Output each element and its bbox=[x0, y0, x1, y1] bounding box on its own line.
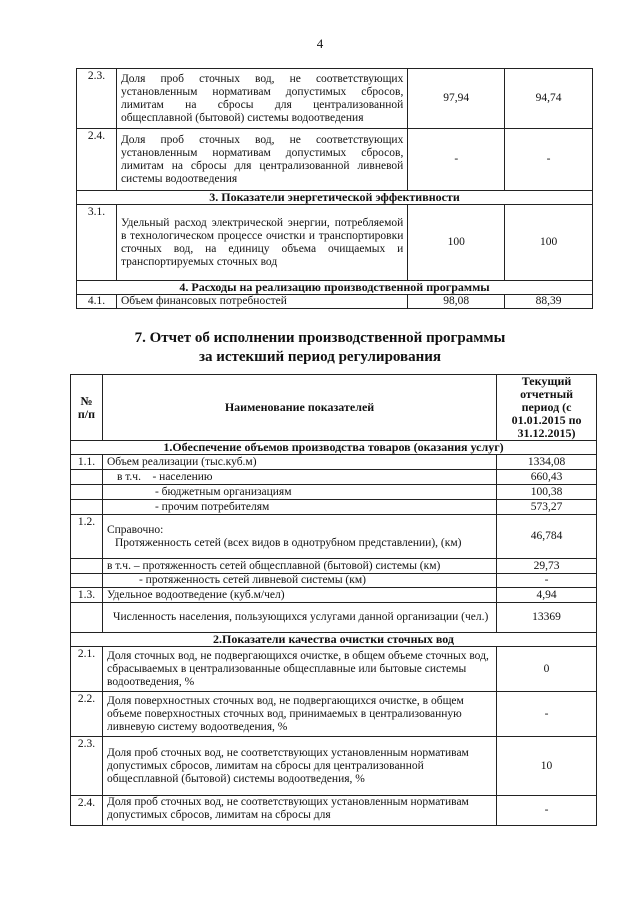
row-number: 2.4. bbox=[71, 796, 103, 826]
row-value-fact: - bbox=[505, 129, 593, 191]
row-value: 13369 bbox=[497, 603, 597, 633]
row-text: - бюджетным организациям bbox=[102, 485, 496, 500]
row-number: 2.2. bbox=[71, 692, 103, 737]
row-value: - bbox=[497, 574, 597, 588]
row-text: Доля проб сточных вод, не соответствующих установленным нормативам допустимых сбросов, лимитам на сбросы для централизованной общесплавной (бытовой) системы водоотведения bbox=[116, 69, 407, 129]
table-row bbox=[71, 470, 597, 485]
table-header bbox=[71, 375, 597, 441]
row-number bbox=[71, 559, 103, 574]
section-header bbox=[71, 441, 597, 455]
row-value: 0 bbox=[497, 647, 597, 692]
header-number: № п/п bbox=[71, 375, 103, 441]
table-row bbox=[71, 796, 597, 826]
row-text: Удельный расход электрической энергии, потребляемой в технологическом процессе очистки и транспортировки сточных вод, на единицу объема очищаемых и транспортируемых сточных вод bbox=[116, 205, 407, 281]
table-row bbox=[77, 205, 593, 281]
row-label: Справочно: bbox=[106, 523, 164, 536]
row-value-plan: 98,08 bbox=[408, 295, 505, 309]
row-prefix: в т.ч. bbox=[116, 470, 141, 483]
table-row bbox=[71, 515, 597, 559]
row-text: - прочим потребителям bbox=[102, 500, 496, 515]
section-header bbox=[77, 281, 593, 295]
row-text: Объем финансовых потребностей bbox=[116, 295, 407, 309]
row-value: - bbox=[497, 692, 597, 737]
row-text: Численность населения, пользующихся услугами данной организации (чел.) bbox=[102, 603, 496, 633]
row-value: 573,27 bbox=[497, 500, 597, 515]
table-row bbox=[71, 500, 597, 515]
row-number: 2.3. bbox=[77, 69, 117, 129]
row-text bbox=[102, 470, 496, 485]
row-text: Доля проб сточных вод, не соответствующих установленным нормативам допустимых сбросов, лимитам на сбросы для bbox=[102, 796, 496, 826]
row-text: Доля проб сточных вод, не соответствующих установленным нормативам допустимых сбросов, лимитам на сбросы для централизованной ливневой системы водоотведения bbox=[116, 129, 407, 191]
row-value-plan: 100 bbox=[408, 205, 505, 281]
row-value: 29,73 bbox=[497, 559, 597, 574]
table-row bbox=[71, 692, 597, 737]
row-number: 2.3. bbox=[71, 737, 103, 796]
row-value-fact: 94,74 bbox=[505, 69, 593, 129]
row-number: 4.1. bbox=[77, 295, 117, 309]
row-value: 46,784 bbox=[497, 515, 597, 559]
table-row bbox=[71, 455, 597, 470]
section-7-title-line1: 7. Отчет об исполнении производственной программы bbox=[134, 330, 506, 346]
indicators-table-continued bbox=[76, 68, 593, 309]
table-row bbox=[71, 574, 597, 588]
table-row bbox=[71, 603, 597, 633]
row-number bbox=[71, 574, 103, 588]
row-number bbox=[71, 485, 103, 500]
row-subtext: Протяженность сетей (всех видов в однотрубном представлении), (км) bbox=[114, 536, 462, 549]
row-value: 660,43 bbox=[497, 470, 597, 485]
row-text: - протяженность сетей ливневой системы (км) bbox=[102, 574, 496, 588]
row-number: 2.1. bbox=[71, 647, 103, 692]
row-value: - bbox=[497, 796, 597, 826]
section-header bbox=[71, 633, 597, 647]
row-text: в т.ч. – протяженность сетей общесплавной (бытовой) системы (км) bbox=[102, 559, 496, 574]
row-number: 1.2. bbox=[71, 515, 103, 559]
row-value: 1334,08 bbox=[497, 455, 597, 470]
section-title: 3. Показатели энергетической эффективности bbox=[77, 191, 593, 205]
row-text: Доля проб сточных вод, не соответствующих установленным нормативам допустимых сбросов, лимитам на сбросы для централизованной общесплавной (бытовой) системы водоотведения, % bbox=[102, 737, 496, 796]
row-text: Объем реализации (тыс.куб.м) bbox=[102, 455, 496, 470]
row-number: 1.3. bbox=[71, 588, 103, 603]
row-number: 2.4. bbox=[77, 129, 117, 191]
row-value-plan: 97,94 bbox=[408, 69, 505, 129]
header-name: Наименование показателей bbox=[102, 375, 496, 441]
row-text bbox=[102, 515, 496, 559]
table-row bbox=[71, 588, 597, 603]
row-subtext: - населению bbox=[152, 470, 213, 483]
row-value: 4,94 bbox=[497, 588, 597, 603]
row-value: 100,38 bbox=[497, 485, 597, 500]
table-row bbox=[71, 485, 597, 500]
row-number: 1.1. bbox=[71, 455, 103, 470]
table-row bbox=[77, 69, 593, 129]
row-value-fact: 88,39 bbox=[505, 295, 593, 309]
section-header bbox=[77, 191, 593, 205]
section-title: 1.Обеспечение объемов производства товаров (оказания услуг) bbox=[71, 441, 597, 455]
section-7-title bbox=[0, 329, 640, 367]
header-period: Текущий отчетный период (с 01.01.2015 по 31.12.2015) bbox=[497, 375, 597, 441]
section-title: 4. Расходы на реализацию производственной программы bbox=[77, 281, 593, 295]
row-text: Доля поверхностных сточных вод, не подвергающихся очистке, в общем объеме поверхностных сточных вод, принимаемых в централизованную ливневую систему водоотведения, % bbox=[102, 692, 496, 737]
section-7-title-line2: за истекший период регулирования bbox=[198, 349, 442, 365]
table-row bbox=[77, 129, 593, 191]
row-value-fact: 100 bbox=[505, 205, 593, 281]
section-title: 2.Показатели качества очистки сточных вод bbox=[71, 633, 597, 647]
row-value: 10 bbox=[497, 737, 597, 796]
table-row bbox=[77, 295, 593, 309]
row-number bbox=[71, 603, 103, 633]
row-text: Доля сточных вод, не подвергающихся очистке, в общем объеме сточных вод, сбрасываемых в централизованные общесплавные или бытовые системы водоотведения, % bbox=[102, 647, 496, 692]
row-number: 3.1. bbox=[77, 205, 117, 281]
page-number: 4 bbox=[316, 36, 324, 51]
row-number bbox=[71, 500, 103, 515]
table-row bbox=[71, 559, 597, 574]
execution-report-table bbox=[70, 374, 597, 826]
table-row bbox=[71, 737, 597, 796]
row-value-plan: - bbox=[408, 129, 505, 191]
table-row bbox=[71, 647, 597, 692]
row-number bbox=[71, 470, 103, 485]
row-text: Удельное водоотведение (куб.м/чел) bbox=[102, 588, 496, 603]
